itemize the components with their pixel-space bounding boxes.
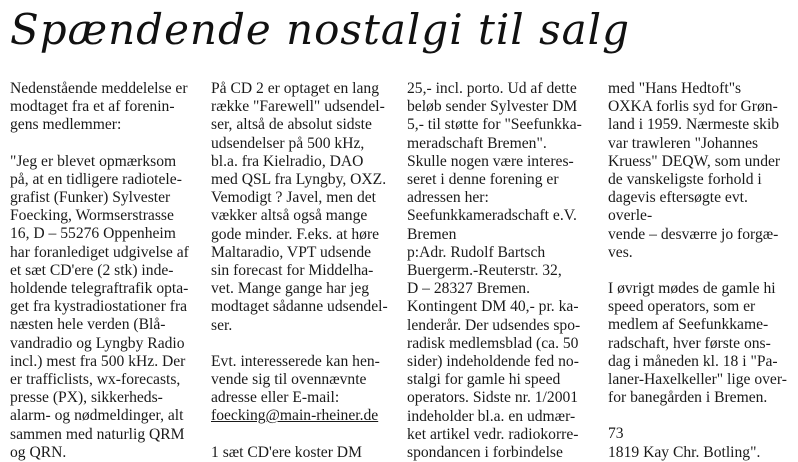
text-line: Bremen <box>407 225 457 243</box>
text-line: indeholder bl.a. en udmær- <box>407 407 576 425</box>
text-line: er trafficlists, wx-forecasts, <box>10 371 181 389</box>
text-line: dagevis eftersøgte evt. overle- <box>608 189 748 225</box>
text-line: modtaget sådanne udsendel- <box>211 298 388 316</box>
paragraph-gap <box>608 407 794 425</box>
text-line: sammen med naturlig QRM <box>10 425 185 443</box>
text-line: I øvrigt mødes de gamle hi <box>608 280 776 298</box>
text-line: dag i måneden kl. 18 i "Pa- <box>608 352 778 370</box>
column-2 <box>211 80 393 462</box>
text-line: et sæt CD'ere (2 stk) inde- <box>10 261 174 279</box>
text-line: seret i denne forening er <box>407 171 559 189</box>
text-line: Nedenstående meddelelse er <box>10 80 188 97</box>
text-line: gode minder. F.eks. at høre <box>211 225 380 243</box>
column-3 <box>407 80 597 462</box>
text-line: bl.a. fra Kielradio, DAO <box>211 152 364 170</box>
paragraph-gap <box>211 426 393 444</box>
text-line: med QSL fra Lyngby, OXZ. <box>211 171 387 189</box>
text-line: på, at en tidligere radiotele- <box>10 170 182 188</box>
text-line: udsendelser på 500 kHz, <box>211 134 365 152</box>
text-line: 16, D – 55276 Oppenheim <box>10 225 176 243</box>
text-line: og QRN. <box>10 443 67 461</box>
paragraph-gap <box>10 135 200 153</box>
text-line: med "Hans Hedtoft"s <box>608 80 742 97</box>
text-line: vandradio og Lyngby Radio <box>10 334 185 352</box>
text-line: næsten hele verden (Blå- <box>10 316 166 334</box>
text-line: Kontingent DM 40,- pr. ka- <box>407 298 579 316</box>
text-line: presse (PX), sikkerheds- <box>10 389 163 407</box>
text-line: 1819 Kay Chr. Botling". <box>608 443 761 461</box>
text-line: holdende telegraftrafik opta- <box>10 280 189 298</box>
text-line: På CD 2 er optaget en lang <box>211 80 380 97</box>
text-line: 5,- til støtte for "Seefunkka- <box>407 116 582 134</box>
text-line: meradschaft Bremen". <box>407 134 547 152</box>
text-line: modtaget fra et af forenin- <box>10 98 175 116</box>
text-line: Skulle nogen være interes- <box>407 152 574 170</box>
text-line: vende sig til ovennævnte <box>211 371 367 389</box>
text-line: stalgi for gamle hi speed <box>407 371 561 389</box>
text-line: get fra kystradiostationer fra <box>10 298 188 316</box>
text-line: medlem af Seefunkkame- <box>608 316 769 334</box>
text-line: radisk medlemsblad (ca. 50 <box>407 334 579 352</box>
text-line: Seefunkkameradschaft e.V. <box>407 207 577 225</box>
text-line: p:Adr. Rudolf Bartsch <box>407 243 546 261</box>
text-line: sider) indeholdende fed no- <box>407 353 579 371</box>
text-line: spondancen i forbindelse <box>407 444 563 462</box>
text-line: D – 28327 Bremen. <box>407 280 530 298</box>
text-line: Foecking, Wormserstrasse <box>10 207 174 225</box>
text-line: vet. Mange gange har jeg <box>211 280 370 298</box>
text-line: land i 1959. Nærmeste skib <box>608 116 780 134</box>
text-line: alarm- og nødmeldinger, alt <box>10 407 184 425</box>
text-line: 25,- incl. porto. Ud af dette <box>407 80 577 97</box>
text-line: række "Farewell" udsendel- <box>211 98 385 116</box>
paragraph-gap <box>608 262 794 280</box>
paragraph-gap <box>211 335 393 353</box>
text-line: Vemodigt ? Javel, men det <box>211 189 376 207</box>
text-line: Maltaradio, VPT udsende <box>211 243 372 261</box>
text-line: speed operators, som er <box>608 298 756 316</box>
text-line: var trawleren "Johannes <box>608 134 759 152</box>
text-line: grafist (Funker) Sylvester <box>10 189 171 207</box>
text-line: de vanskeligste forhold i <box>608 171 762 189</box>
text-line: vækker altså også mange <box>211 207 368 225</box>
text-line: 1 sæt CD'ere koster DM <box>211 443 362 461</box>
text-line: for banegården i Bremen. <box>608 389 768 407</box>
text-line: Evt. interesserede kan hen- <box>211 352 380 370</box>
text-line: gens medlemmer: <box>10 116 122 134</box>
text-line: ket artikel vedr. radiokorre- <box>407 425 579 443</box>
text-line: lenderår. Der udsendes spo- <box>407 316 581 334</box>
column-4 <box>608 80 794 462</box>
text-line: incl.) mest fra 500 kHz. Der <box>10 352 186 370</box>
column-1 <box>10 80 200 462</box>
text-line: adressen her: <box>407 189 489 207</box>
email-link[interactable]: foecking@main-rheiner.de <box>211 407 379 425</box>
text-line: beløb sender Sylvester DM <box>407 98 578 116</box>
text-line: ser. <box>211 316 233 334</box>
text-line: "Jeg er blevet opmærksom <box>10 152 177 170</box>
text-line: 73 <box>608 425 624 443</box>
text-line: OXKA forlis syd for Grøn- <box>608 98 778 116</box>
text-line: operators. Sidste nr. 1/2001 <box>407 389 579 407</box>
text-line: adresse eller E-mail: <box>211 389 340 407</box>
text-line: radschaft, hver første ons- <box>608 334 771 352</box>
text-line: sin forecast for Middelha- <box>211 262 374 280</box>
text-line: Kruess" DEQW, som under <box>608 152 781 170</box>
text-line: laner-Haxelkeller" lige over- <box>608 371 787 389</box>
text-line: Buergerm.-Reuterstr. 32, <box>407 262 562 280</box>
text-line: ves. <box>608 243 633 261</box>
text-line: vende – desværre jo forgæ- <box>608 225 779 243</box>
page-title: Spændende nostalgi til salg <box>10 5 630 54</box>
text-line: har foranlediget udgivelse af <box>10 243 189 261</box>
text-line: ser, altså de absolut sidste <box>211 116 372 134</box>
